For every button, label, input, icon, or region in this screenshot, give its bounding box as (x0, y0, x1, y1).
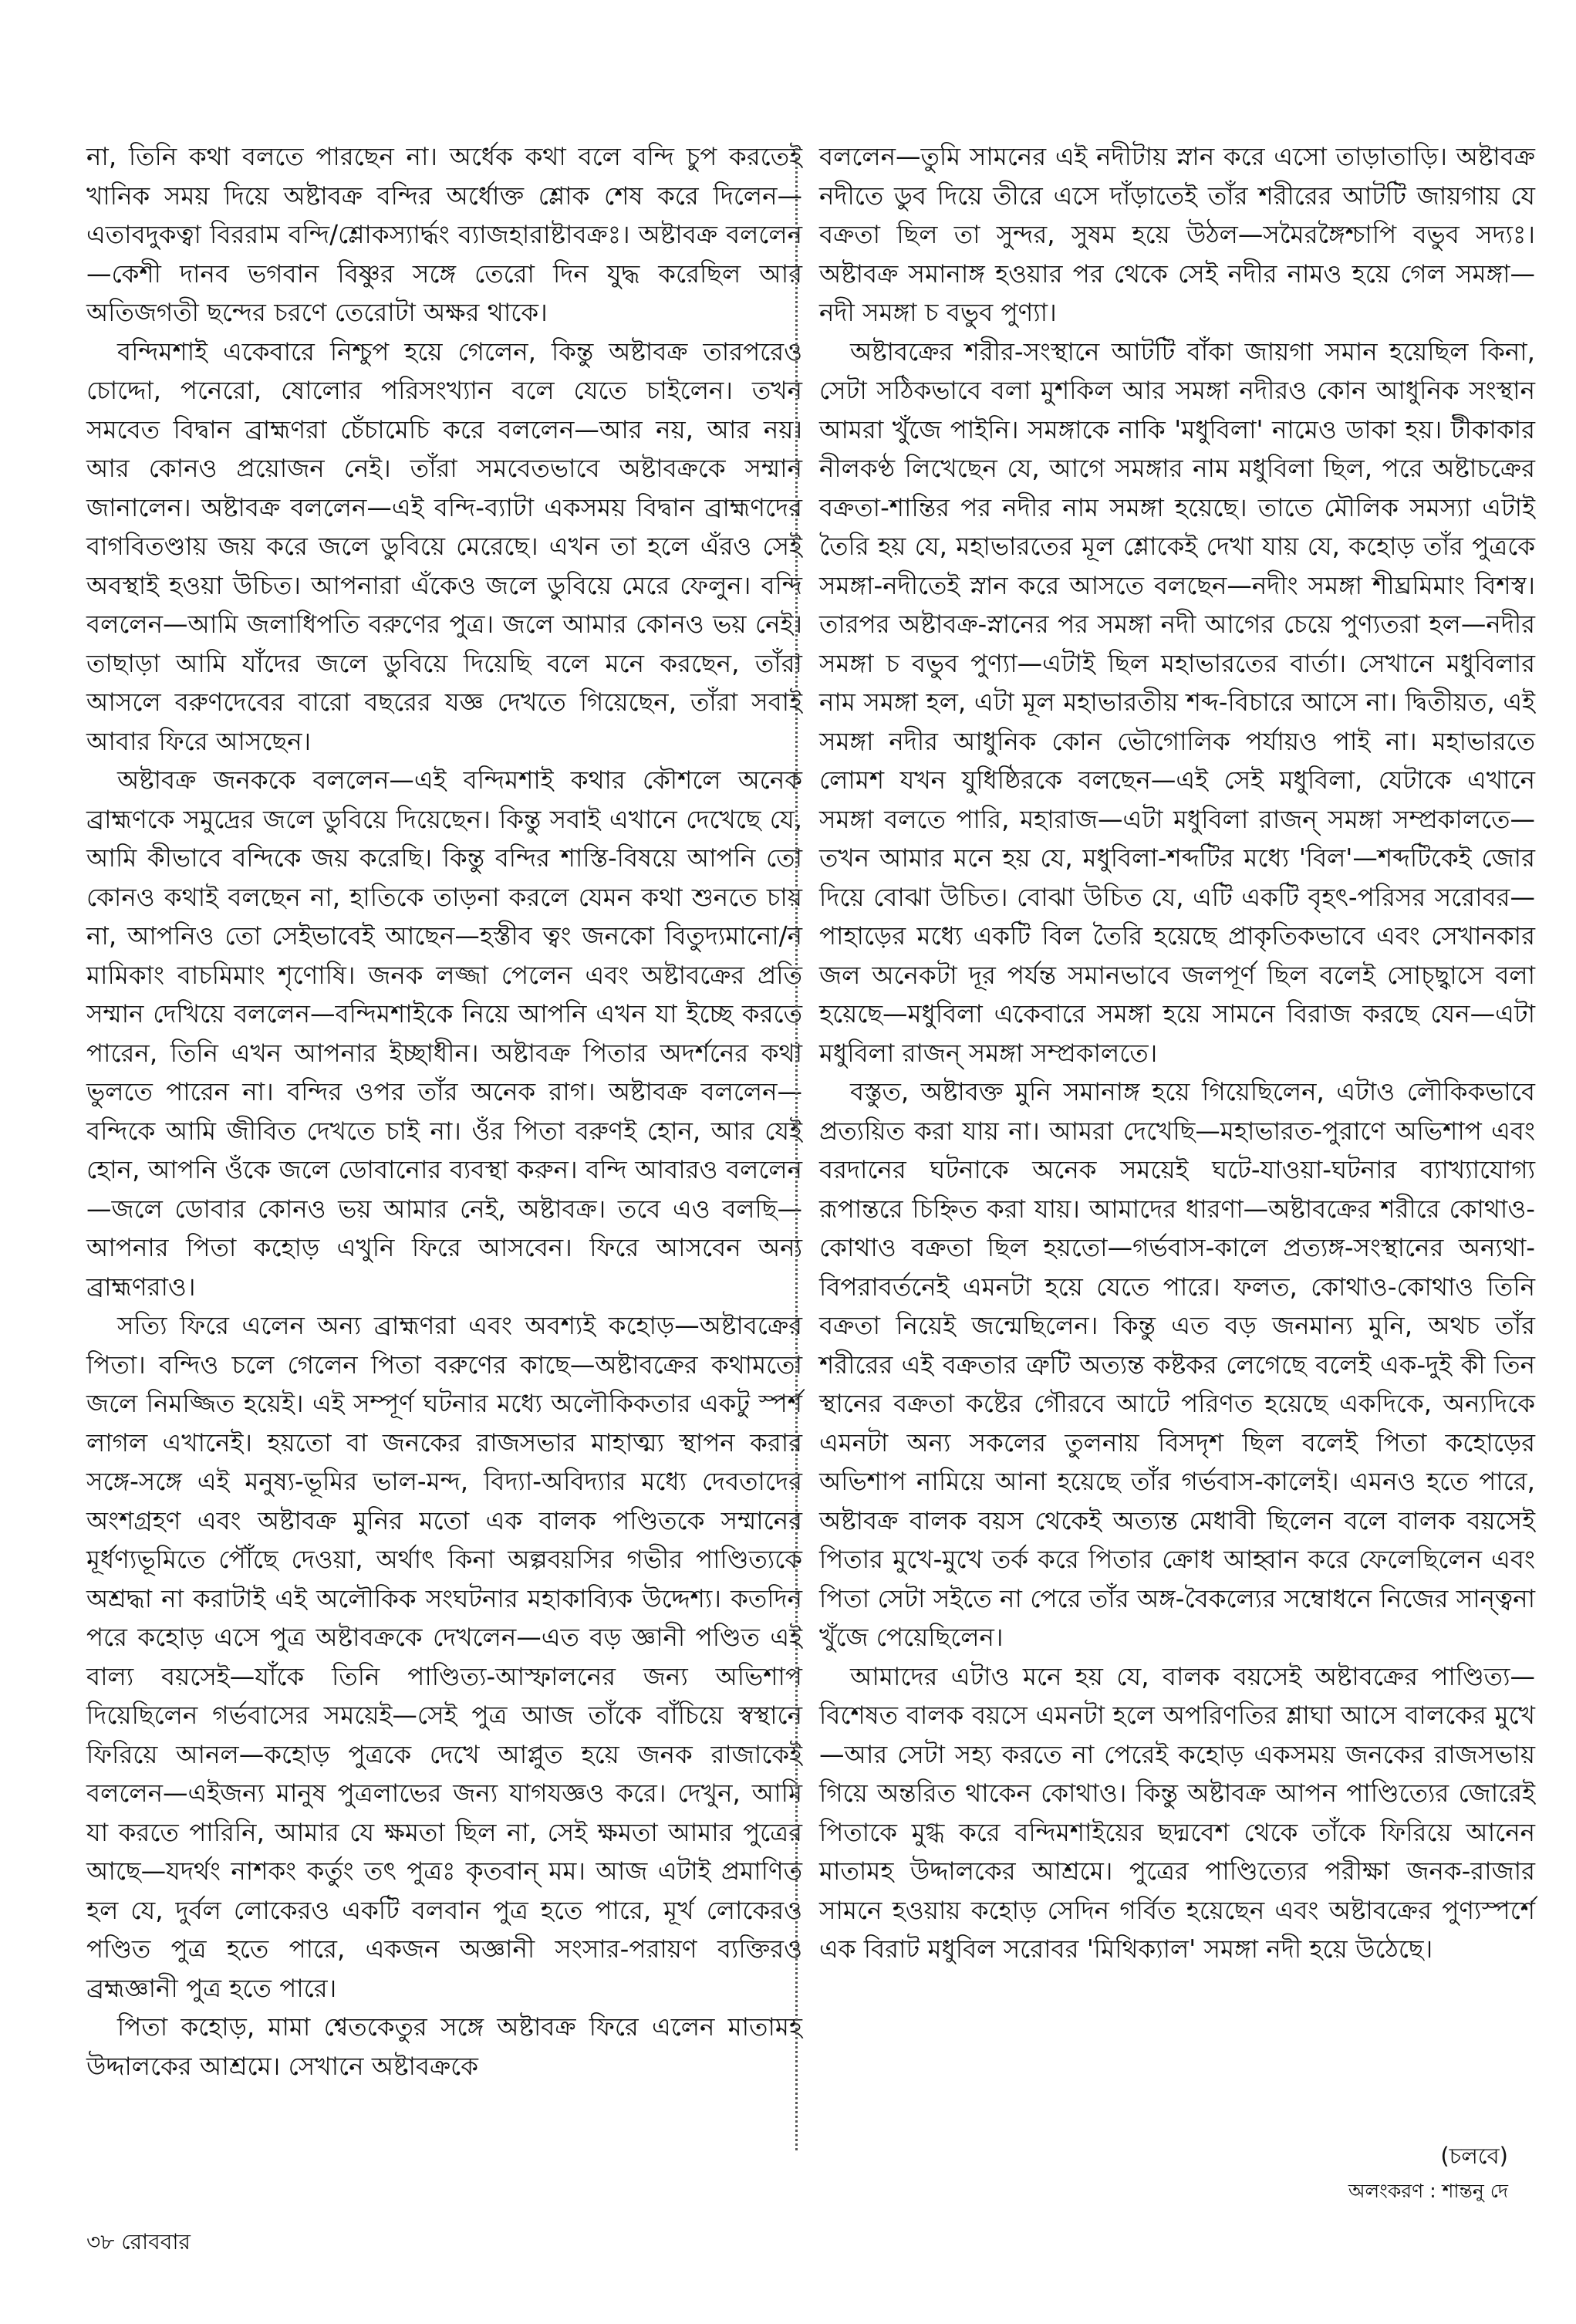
paragraph: পিতা কহোড়, মামা শ্বেতকেতুর সঙ্গে অষ্টাবক্র ফিরে এলেন মাতামহ উদ্দালকের আশ্রমে। সেখানে অষ্টাবক্রকে (86, 2012, 802, 2081)
paragraph: অষ্টাবক্র জনককে বললেন—এই বন্দিমশাই কথার কৌশলে অনেক ব্রাহ্মণকে সমুদ্রের জলে ডুবিয়ে দিয়েছেন। কিন্তু সবাই এখানে দেখেছে যে, আমি কীভাবে বন্দিকে জয় করেছি। কিন্তু বন্দির শাস্তি-বিষয়ে আপনি তো কোনও কথাই বলছেন না, হাতিকে তাড়না করলে যেমন কথা শুনতে চায় না, আপনিও তো সেইভাবেই আছেন—হস্তীব ত্বং জনকো বিতুদ্যমানো/ন মামিকাং বাচমিমাং শৃণোষি। জনক লজ্জা পেলেন এবং অষ্টাবক্রের প্রতি সম্মান দেখিয়ে বললেন—বন্দিমশাইকে নিয়ে আপনি এখন যা ইচ্ছে করতে পারেন, তিনি এখন আপনার ইচ্ছাধীন। অষ্টাবক্র পিতার অদর্শনের কথা ভুলতে পারেন না। বন্দির ওপর তাঁর অনেক রাগ। অষ্টাবক্র বললেন—বন্দিকে আমি জীবিত দেখতে চাই না। ওঁর পিতা বরুণই হোন, আর যেই হোন, আপনি ওঁকে জলে ডোবানোর ব্যবস্থা করুন। বন্দি আবারও বললেন—জলে ডোবার কোনও ভয় আমার নেই, অষ্টাবক্র। তবে এও বলছি—আপনার পিতা কহোড় এখুনি ফিরে আসবেন। ফিরে আসবেন অন্য ব্রাহ্মণরাও। (86, 765, 802, 1302)
paragraph: বললেন—তুমি সামনের এই নদীটায় স্নান করে এসো তাড়াতাড়ি। অষ্টাবক্র নদীতে ডুব দিয়ে তীরে এসে দাঁড়াতেই তাঁর শরীরের আটটি জায়গায় যে বক্রতা ছিল তা সুন্দর, সুষম হয়ে উঠল—সমৈরঙ্গৈশ্চাপি বভুব সদ্যঃ। অষ্টাবক্র সমানাঙ্গ হওয়ার পর থেকে সেই নদীর নামও হয়ে গেল সমঙ্গা—নদী সমঙ্গা চ বভুব পুণ্যা। (819, 142, 1535, 327)
continued-label: (চলবে) (1440, 2143, 1508, 2169)
paragraph: আমাদের এটাও মনে হয় যে, বালক বয়সেই অষ্টাবক্রের পাণ্ডিত্য—বিশেষত বালক বয়সে এমনটা হলে অপরিণতির শ্লাঘা আসে বালকের মুখে—আর সেটা সহ্য করতে না পেরেই কহোড় একসময় জনকের রাজসভায় গিয়ে অন্তরিত থাকেন কোথাও। কিন্তু অষ্টাবক্র আপন পাণ্ডিত্যের জোরেই পিতাকে মুগ্ধ করে বন্দিমশাইয়ের ছদ্মবেশ থেকে তাঁকে ফিরিয়ে আনেন মাতামহ উদ্দালকের আশ্রমে। পুত্রের পাণ্ডিত্যের পরীক্ষা জনক-রাজার সামনে হওয়ায় কহোড় সেদিন গর্বিত হয়েছেন এবং অষ্টাবক্রের পুণ্যস্পর্শে এক বিরাট মধুবিল সরোবর 'মিথিক্যাল' সমঙ্গা নদী হয়ে উঠেছে। (819, 1661, 1535, 1964)
paragraph: না, তিনি কথা বলতে পারছেন না। অর্ধেক কথা বলে বন্দি চুপ করতেই খানিক সময় দিয়ে অষ্টাবক্র বন্দির অর্ধোক্ত শ্লোক শেষ করে দিলেন—এতাবদুকত্বা বিররাম বন্দি/শ্লোকস্যার্দ্ধং ব্যাজহারাষ্টাবক্রঃ। অষ্টাবক্র বললেন—কেশী দানব ভগবান বিষ্ণুর সঙ্গে তেরো দিন যুদ্ধ করেছিল আর অতিজগতী ছন্দের চরণে তেরোটা অক্ষর থাকে। (86, 142, 802, 327)
paragraph: অষ্টাবক্রের শরীর-সংস্থানে আটটি বাঁকা জায়গা সমান হয়েছিল কিনা, সেটা সঠিকভাবে বলা মুশকিল আর সমঙ্গা নদীরও কোন আধুনিক সংস্থান আমরা খুঁজে পাইনি। সমঙ্গাকে নাকি 'মধুবিলা' নামেও ডাকা হয়। টীকাকার নীলকণ্ঠ লিখেছেন যে, আগে সমঙ্গার নাম মধুবিলা ছিল, পরে অষ্টাচক্রের বক্রতা-শান্তির পর নদীর নাম সমঙ্গা হয়েছে। তাতে মৌলিক সমস্যা এটাই তৈরি হয় যে, মহাভারতের মূল শ্লোকেই দেখা যায় যে, কহোড় তাঁর পুত্রকে সমঙ্গা-নদীতেই স্নান করে আসতে বলছেন—নদীং সমঙ্গা শীঘ্রমিমাং বিশস্ব। তারপর অষ্টাবক্র-স্নানের পর সমঙ্গা নদী আগের চেয়ে পুণ্যতরা হল—নদীর সমঙ্গা চ বভুব পুণ্যা—এটাই ছিল মহাভারতের বার্তা। সেখানে মধুবিলার নাম সমঙ্গা হল, এটা মূল মহাভারতীয় শব্দ-বিচারে আসে না। দ্বিতীয়ত, এই সমঙ্গা নদীর আধুনিক কোন ভৌগোলিক পর্যায়ও পাই না। মহাভারতে লোমশ যখন যুধিষ্ঠিরকে বলছেন—এই সেই মধুবিলা, যেটাকে এখানে সমঙ্গা বলতে পারি, মহারাজ—এটা মধুবিলা রাজন্ সমঙ্গা সম্প্রকালতে—তখন আমার মনে হয় যে, মধুবিলা-শব্দটির মধ্যে 'বিল'—শব্দটিকেই জোর দিয়ে বোঝা উচিত। বোঝা উচিত যে, এটি একটি বৃহৎ-পরিসর সরোবর—পাহাড়ের মধ্যে একটি বিল তৈরি হয়েছে প্রাকৃতিকভাবে এবং সেখানকার জল অনেকটা দূর পর্যন্ত সমানভাবে জলপূর্ণ ছিল বলেই সোচ্ছ্বাসে বলা হয়েছে—মধুবিলা একেবারে সমঙ্গা হয়ে সামনে বিরাজ করছে যেন—এটা মধুবিলা রাজন্ সমঙ্গা সম্প্রকালতে। (819, 336, 1535, 1068)
illustration-credit: অলংকরণ : শান্তনু দে (1348, 2180, 1508, 2202)
left-text-column (86, 137, 802, 2086)
paragraph: সত্যি ফিরে এলেন অন্য ব্রাহ্মণরা এবং অবশ্যই কহোড়—অষ্টাবক্রের পিতা। বন্দিও চলে গেলেন পিতা বরুণের কাছে—অষ্টাবক্রের কথামতো জলে নিমজ্জিত হয়েই। এই সম্পূর্ণ ঘটনার মধ্যে অলৌকিকতার একটু স্পর্শ লাগল এখানেই। হয়তো বা জনকের রাজসভার মাহাত্ম্য স্থাপন করার সঙ্গে-সঙ্গে এই মনুষ্য-ভূমির ভাল-মন্দ, বিদ্যা-অবিদ্যার মধ্যে দেবতাদের অংশগ্রহণ এবং অষ্টাবক্র মুনির মতো এক বালক পণ্ডিতকে সম্মানের মূর্ধণ্যভূমিতে পৌঁছে দেওয়া, অর্থাৎ কিনা অল্পবয়সির গভীর পাণ্ডিত্যকে অশ্রদ্ধা না করাটাই এই অলৌকিক সংঘটনার মহাকাব্যিক উদ্দেশ্য। কতদিন পরে কহোড় এসে পুত্র অষ্টাবক্রকে দেখলেন—এত বড় জ্ঞানী পণ্ডিত এই বাল্য বয়সেই—যাঁকে তিনি পাণ্ডিত্য-আস্ফালনের জন্য অভিশাপ দিয়েছিলেন গর্ভবাসের সময়েই—সেই পুত্র আজ তাঁকে বাঁচিয়ে স্বস্থানে ফিরিয়ে আনল—কহোড় পুত্রকে দেখে আপ্লুত হয়ে জনক রাজাকেই বললেন—এইজন্য মানুষ পুত্রলাভের জন্য যাগযজ্ঞও করে। দেখুন, আমি যা করতে পারিনি, আমার যে ক্ষমতা ছিল না, সেই ক্ষমতা আমার পুত্রের আছে—যদর্থং নাশকং কর্তুং তৎ পুত্রঃ কৃতবান্ মম। আজ এটাই প্রমাণিত হল যে, দুর্বল লোকেরও একটি বলবান পুত্র হতে পারে, মূর্খ লোকেরও পণ্ডিত পুত্র হতে পারে, একজন অজ্ঞানী সংসার-পরায়ণ ব্যক্তিরও ব্রহ্মজ্ঞানী পুত্র হতে পারে। (86, 1311, 802, 2003)
paragraph: বন্দিমশাই একেবারে নিশ্চুপ হয়ে গেলেন, কিন্তু অষ্টাবক্র তারপরেও চোদ্দো, পনেরো, ষোলোর পরিসংখ্যান বলে যেতে চাইলেন। তখন সমবেত বিদ্বান ব্রাহ্মণরা চেঁচামেচি করে বললেন—আর নয়, আর নয়। আর কোনও প্রয়োজন নেই। তাঁরা সমবেতভাবে অষ্টাবক্রকে সম্মান জানালেন। অষ্টাবক্র বললেন—এই বন্দি-ব্যাটা একসময় বিদ্বান ব্রাহ্মণদের বাগবিতণ্ডায় জয় করে জলে ডুবিয়ে মেরেছে। এখন তা হলে এঁরও সেই অবস্থাই হওয়া উচিত। আপনারা এঁকেও জলে ডুবিয়ে মেরে ফেলুন। বন্দি বললেন—আমি জলাধিপতি বরুণের পুত্র। জলে আমার কোনও ভয় নেই। তাছাড়া আমি যাঁদের জলে ডুবিয়ে দিয়েছি বলে মনে করছেন, তাঁরা আসলে বরুণদেবের বারো বছরের যজ্ঞ দেখতে গিয়েছেন, তাঁরা সবাই আবার ফিরে আসছেন। (86, 336, 802, 756)
right-text-column (819, 137, 1535, 1969)
paragraph: বস্তুত, অষ্টাবক্ত মুনি সমানাঙ্গ হয়ে গিয়েছিলেন, এটাও লৌকিকভাবে প্রত্যয়িত করা যায় না। আমরা দেখেছি—মহাভারত-পুরাণে অভিশাপ এবং বরদানের ঘটনাকে অনেক সময়েই ঘটে-যাওয়া-ঘটনার ব্যাখ্যাযোগ্য রূপান্তরে চিহ্নিত করা যায়। আমাদের ধারণা—অষ্টাবক্রের শরীরে কোথাও-কোথাও বক্রতা ছিল হয়তো—গর্ভবাস-কালে প্রত্যঙ্গ-সংস্থানের অন্যথা-বিপরাবর্তনেই এমনটা হয়ে যেতে পারে। ফলত, কোথাও-কোথাও তিনি বক্রতা নিয়েই জন্মেছিলেন। কিন্তু এত বড় জনমান্য মুনি, অথচ তাঁর শরীরের এই বক্রতার ত্রুটি অত্যন্ত কষ্টকর লেগেছে বলেই এক-দুই কী তিন স্থানের বক্রতা কষ্টের গৌরবে আটে পরিণত হয়েছে একদিকে, অন্যদিকে এমনটা অন্য সকলের তুলনায় বিসদৃশ ছিল বলেই পিতা কহোড়ের অভিশাপ নামিয়ে আনা হয়েছে তাঁর গর্ভবাস-কালেই। এমনও হতে পারে, অষ্টাবক্র বালক বয়স থেকেই অত্যন্ত মেধাবী ছিলেন বলে বালক বয়সেই পিতার মুখে-মুখে তর্ক করে পিতার ক্রোধ আহ্বান করে ফেলেছিলেন এবং পিতা সেটা সইতে না পেরে তাঁর অঙ্গ-বৈকল্যের সম্বোধনে নিজের সান্ত্বনা খুঁজে পেয়েছিলেন। (819, 1077, 1535, 1652)
column-divider (795, 148, 798, 2150)
page-folio: ৩৮ রোববার (86, 2229, 191, 2255)
